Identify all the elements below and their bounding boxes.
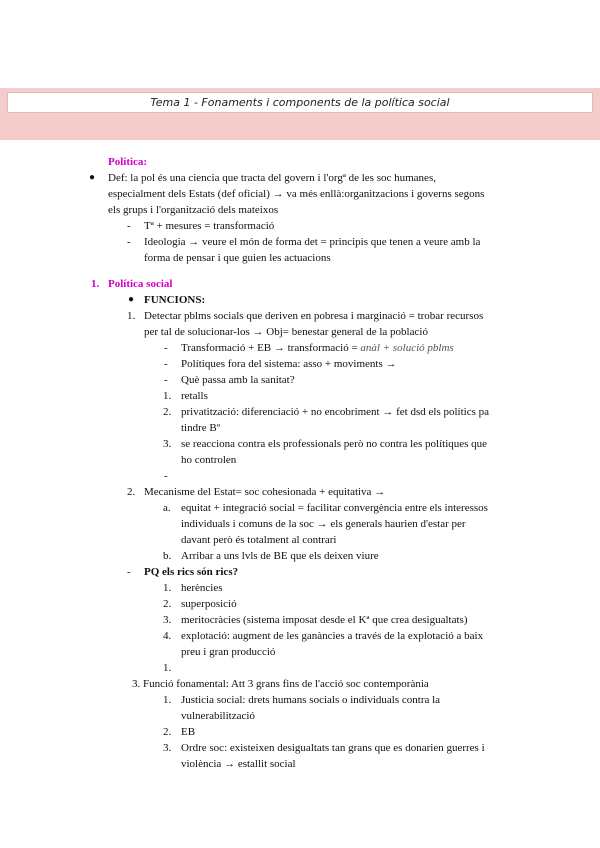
list-number: 2. bbox=[163, 598, 172, 610]
list-letter: b. bbox=[163, 550, 172, 562]
list-number: 1. bbox=[163, 390, 172, 402]
list-number: 2. bbox=[163, 726, 172, 738]
dash-marker: - bbox=[127, 220, 131, 232]
definition-line: Def: la pol és una ciencia que tracta del govern i l'orgª de les soc humanes, bbox=[108, 172, 436, 184]
list-number: 1. bbox=[163, 694, 172, 706]
list-item: Què passa amb la sanitat? bbox=[181, 374, 295, 386]
page-title: Tema 1 - Fonaments i components de la política social bbox=[7, 92, 593, 113]
definition-line: especialment dels Estats (def oficial) → va més enllà:organitzacions i governs segons bbox=[108, 188, 485, 200]
list-item-text: Transformació + EB → transformació = bbox=[181, 342, 361, 354]
funcions-heading: FUNCIONS: bbox=[144, 294, 206, 306]
list-item: preu i gran producció bbox=[181, 646, 276, 658]
list-item: davant però és totalment al contrari bbox=[181, 534, 337, 546]
list-item-emphasis: anàl + solució pblms bbox=[360, 342, 454, 354]
list-number: 3. bbox=[163, 614, 172, 626]
list-item: tindre Bº bbox=[181, 422, 221, 434]
definition-line: els grups i l'organització dels mateixos bbox=[108, 204, 279, 216]
dash-marker: - bbox=[164, 470, 168, 482]
list-number: 2. bbox=[163, 406, 172, 418]
list-item: per tal de solucionar-los → Obj= benestar general de la població bbox=[144, 326, 428, 338]
bullet-marker: ● bbox=[89, 172, 96, 183]
list-number: 4. bbox=[163, 630, 172, 642]
list-number: 1. bbox=[127, 310, 136, 322]
list-item: 3. Funció fonamental: Att 3 grans fins de l'acció soc contemporània bbox=[132, 678, 429, 690]
dash-marker: - bbox=[164, 342, 168, 354]
list-item: Ideologia → veure el món de forma det = principis que tenen a veure amb la bbox=[144, 236, 481, 248]
section-heading: Política social bbox=[108, 278, 173, 290]
dash-marker: - bbox=[127, 236, 131, 248]
list-item: forma de pensar i que guien les actuacions bbox=[144, 252, 331, 264]
list-item: Polítiques fora del sistema: asso + moviments → bbox=[181, 358, 397, 370]
bullet-marker: ● bbox=[128, 294, 135, 305]
list-number: 1. bbox=[163, 582, 172, 594]
list-item: privatització: diferenciació + no encobriment → fet dsd els polítics pa bbox=[181, 406, 489, 418]
politica-heading: Política: bbox=[108, 156, 148, 168]
list-number: 3. bbox=[163, 438, 172, 450]
list-item: vulnerabilització bbox=[181, 710, 255, 722]
section-number: 1. bbox=[91, 278, 100, 290]
list-item: violència → estallit social bbox=[181, 758, 296, 770]
dash-marker: - bbox=[127, 566, 131, 578]
list-item: Detectar pblms socials que deriven en pobresa i marginació = trobar recursos bbox=[144, 310, 484, 322]
list-item: Tª + mesures = transformació bbox=[144, 220, 275, 232]
list-item: herències bbox=[181, 582, 223, 594]
list-item: Ordre soc: existeixen desigualtats tan grans que es donarien guerres i bbox=[181, 742, 485, 754]
list-item: Mecanisme del Estat= soc cohesionada + equitativa → bbox=[144, 486, 386, 498]
list-item bbox=[181, 340, 454, 356]
list-item: meritocràcies (sistema imposat desde el Kª que crea desigualtats) bbox=[181, 614, 468, 626]
list-number: 2. bbox=[127, 486, 136, 498]
dash-marker: - bbox=[164, 358, 168, 370]
list-item: individuals i comuns de la soc → els generals haurien d'estar per bbox=[181, 518, 466, 530]
list-item: equitat + integració social = facilitar convergència entre els interessos bbox=[181, 502, 488, 514]
list-item: Justicia social: drets humans socials o individuals contra la bbox=[181, 694, 441, 706]
pq-heading: PQ els rics són rics? bbox=[144, 566, 239, 578]
dash-marker: - bbox=[164, 374, 168, 386]
list-number: 1. bbox=[163, 662, 172, 674]
list-letter: a. bbox=[163, 502, 171, 514]
list-item: explotació: augment de les ganàncies a través de la explotació a baix bbox=[181, 630, 484, 642]
list-item: retalls bbox=[181, 390, 208, 402]
list-item: superposició bbox=[181, 598, 237, 610]
list-item: EB bbox=[181, 726, 196, 738]
list-number: 3. bbox=[163, 742, 172, 754]
list-item: ho controlen bbox=[181, 454, 237, 466]
list-item: Arribar a uns lvls de BE que els deixen viure bbox=[181, 550, 379, 562]
list-item: se reacciona contra els professionals però no contra les polítiques que bbox=[181, 438, 488, 450]
